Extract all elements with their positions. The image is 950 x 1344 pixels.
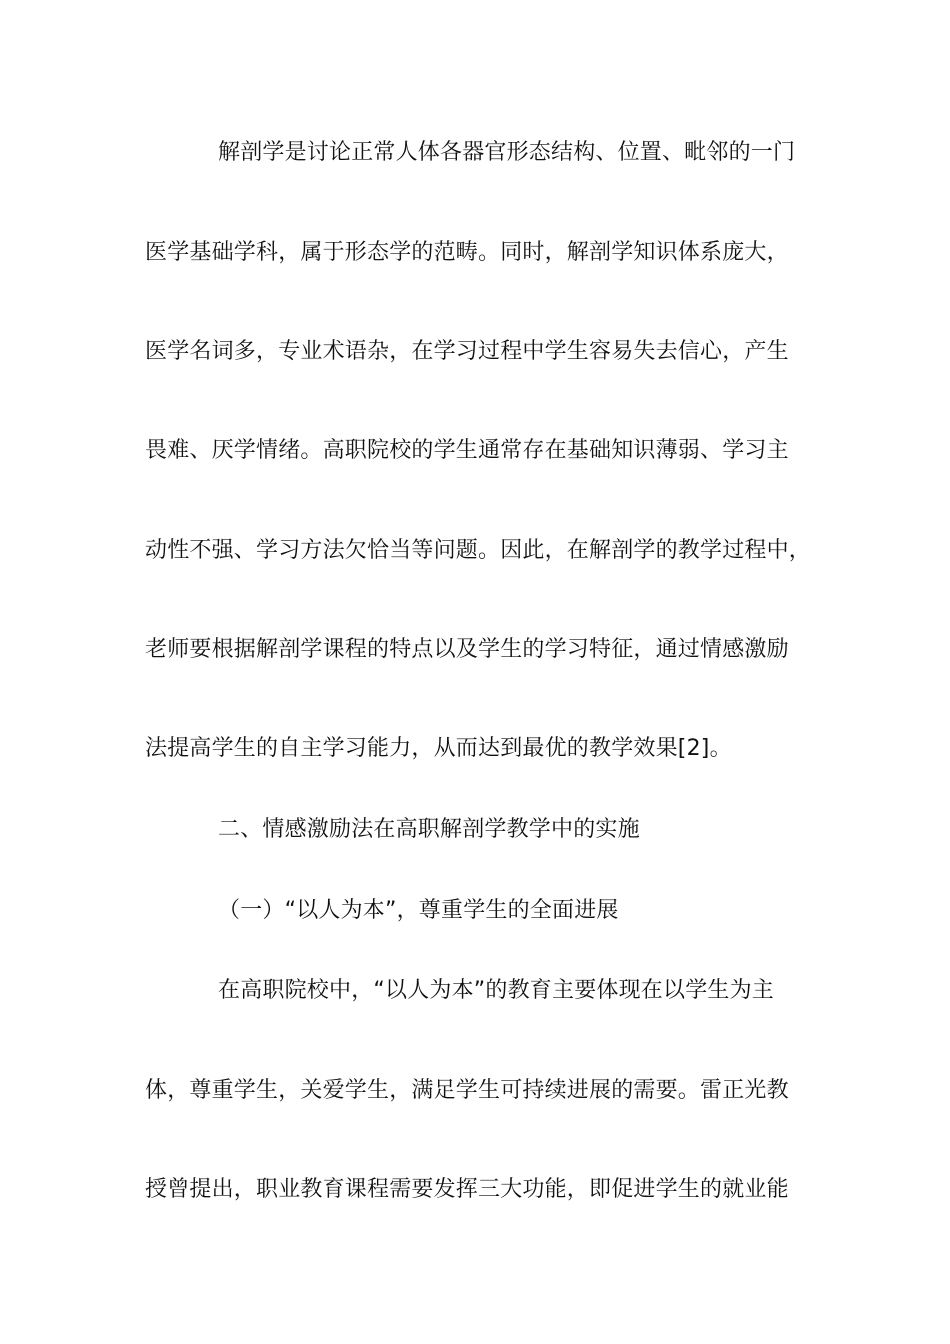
paragraph-1-line-4: 畏难、厌学情绪。高职院校的学生通常存在基础知识薄弱、学习主: [145, 438, 789, 463]
paragraph-1-line-6: 老师要根据解剖学课程的特点以及学生的学习特征，通过情感激励: [145, 637, 789, 662]
paragraph-1-line-2: 医学基础学科，属于形态学的范畴。同时，解剖学知识体系庞大，: [145, 240, 789, 265]
paragraph-1-line-1: 解剖学是讨论正常人体各器官形态结构、位置、毗邻的一门: [218, 140, 796, 165]
paragraph-2-line-3: 授曾提出，职业教育课程需要发挥三大功能，即促进学生的就业能: [145, 1177, 789, 1202]
paragraph-2-line-2: 体，尊重学生，关爱学生，满足学生可持续进展的需要。雷正光教: [145, 1078, 789, 1103]
paragraph-1-line-5: 动性不强、学习方法欠恰当等问题。因此，在解剖学的教学过程中，: [145, 538, 812, 563]
paragraph-2-line-1: 在高职院校中，“以人为本”的教育主要体现在以学生为主: [218, 978, 774, 1003]
paragraph-1-line-3: 医学名词多，专业术语杂，在学习过程中学生容易失去信心，产生: [145, 339, 789, 364]
subsection-heading: （一）“以人为本”，尊重学生的全面进展: [218, 898, 619, 923]
section-heading: 二、情感激励法在高职解剖学教学中的实施: [218, 817, 640, 842]
paragraph-1-line-7: 法提高学生的自主学习能力，从而达到最优的教学效果[2]。: [145, 736, 732, 761]
